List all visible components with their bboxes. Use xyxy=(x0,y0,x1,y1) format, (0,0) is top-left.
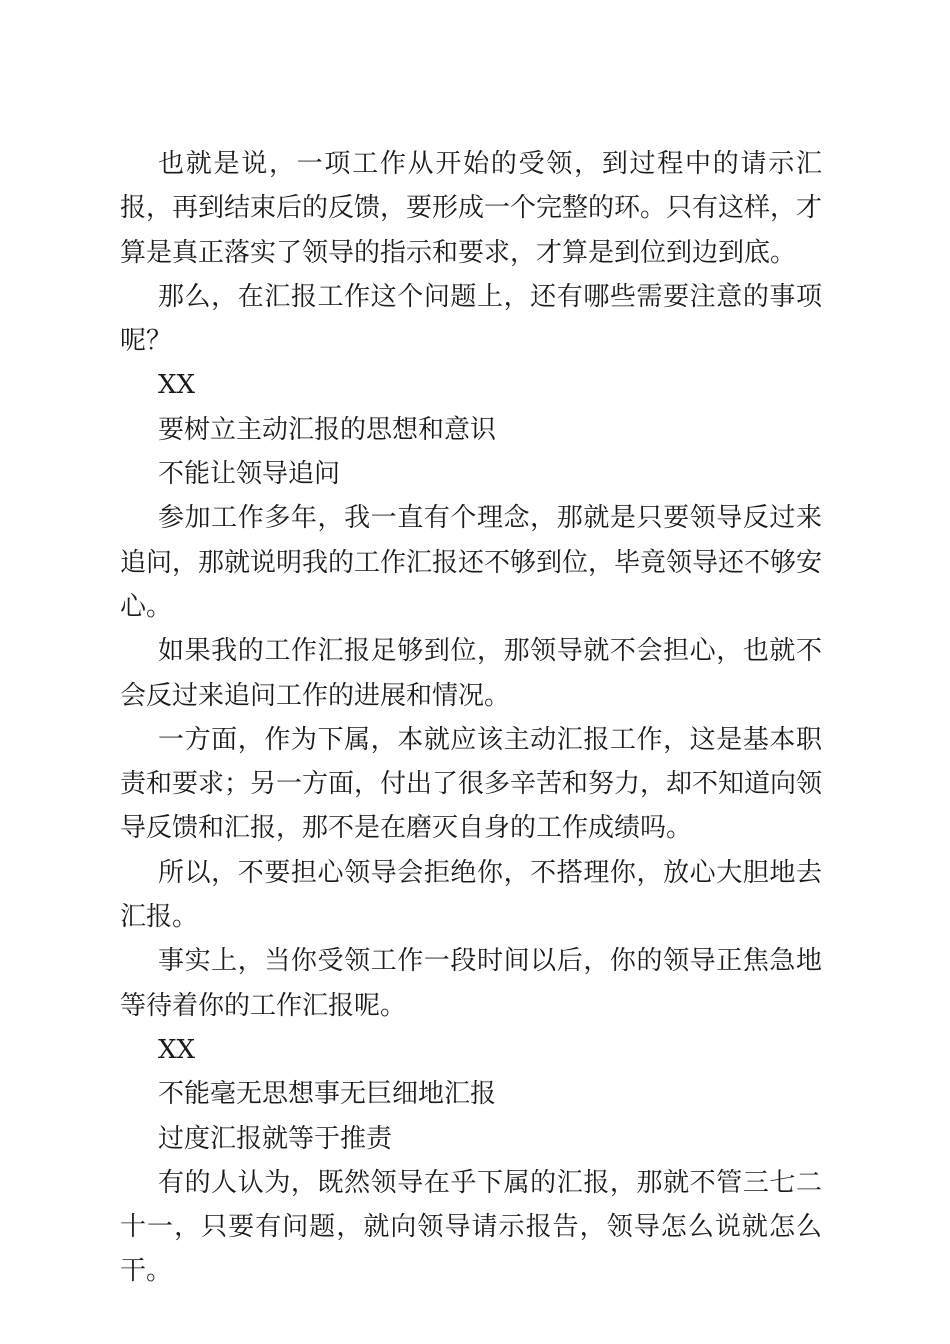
paragraph-sufficient-report: 如果我的工作汇报足够到位，那领导就不会担心，也就不会反过来追问工作的进展和情况。 xyxy=(120,636,822,711)
paragraph-philosophy: 参加工作多年，我一直有个理念，那就是只要领导反过来追问，那就说明我的工作汇报还不够到位，毕竟领导还不够安心。 xyxy=(120,503,823,622)
section-marker: XX xyxy=(158,370,196,401)
paragraph-over-reporting: 有的人认为，既然领导在乎下属的汇报，那就不管三七二十一，只要有问题，就向领导请示报告，领导怎么说就怎么干。 xyxy=(120,1167,822,1287)
document-body xyxy=(120,142,822,1294)
section-subheading: 过度汇报就等于推责 xyxy=(158,1123,393,1154)
paragraph-duty: 一方面，作为下属，本就应该主动汇报工作，这是基本职责和要求；另一方面，付出了很多辛苦和努力，却不知道向领导反馈和汇报，那不是在磨灭自身的工作成绩吗。 xyxy=(120,724,823,844)
paragraph-question: 那么，在汇报工作这个问题上，还有哪些需要注意的事项呢？ xyxy=(120,281,822,357)
paragraph-waiting: 事实上，当你受领工作一段时间以后，你的领导正焦急地等待着你的工作汇报呢。 xyxy=(120,946,822,1021)
section-heading: 要树立主动汇报的思想和意识 xyxy=(158,414,497,445)
section-subheading: 不能让领导追问 xyxy=(158,459,341,490)
paragraph-dont-worry: 所以，不要担心领导会拒绝你，不搭理你，放心大胆地去汇报。 xyxy=(120,857,822,933)
section-heading: 不能毫无思想事无巨细地汇报 xyxy=(158,1079,497,1110)
section-marker: XX xyxy=(158,1034,196,1065)
paragraph-closed-loop: 也就是说，一项工作从开始的受领，到过程中的请示汇报，再到结束后的反馈，要形成一个完整的环。只有这样，才算是真正落实了领导的指示和要求，才算是到位到边到底。 xyxy=(120,149,823,268)
